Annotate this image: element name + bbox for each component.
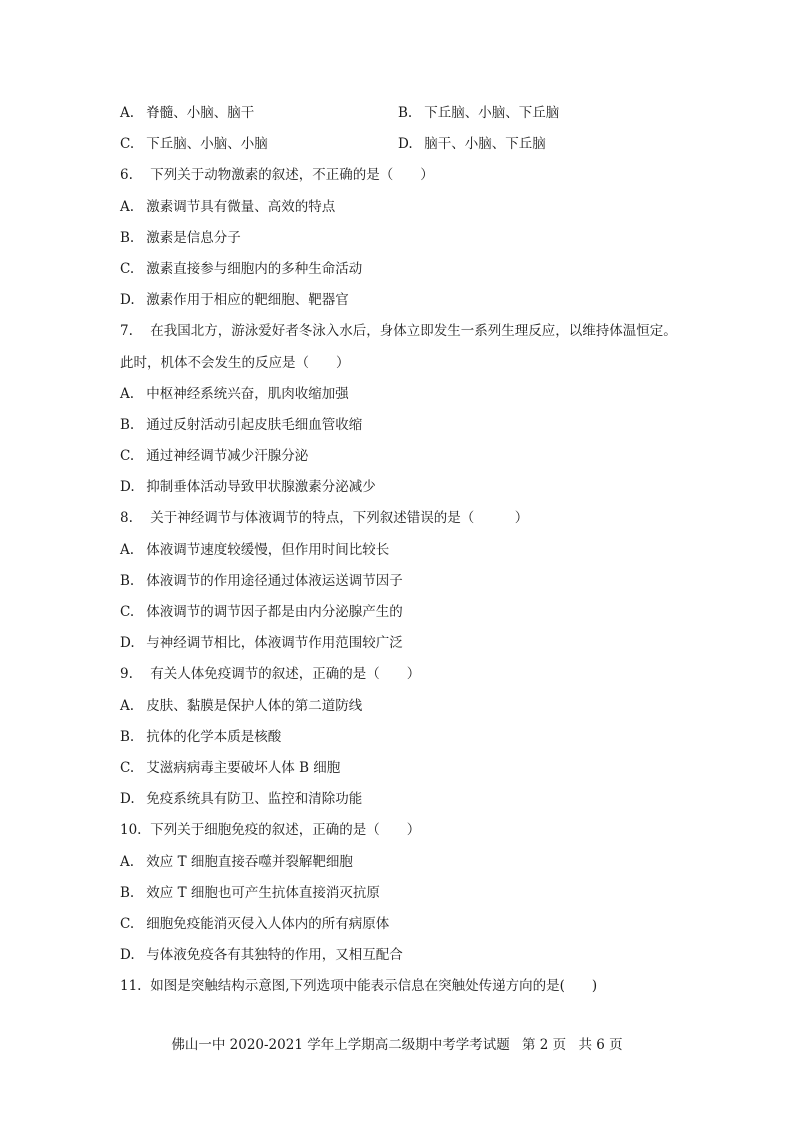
question-text: 在我国北方，游泳爱好者冬泳入水后，身体立即发生一系列生理反应，以维持体温恒定。 xyxy=(150,323,677,339)
question-6-stem xyxy=(120,166,434,184)
option-letter: A. xyxy=(120,854,135,870)
q6-option-a xyxy=(120,198,335,216)
q8-option-d xyxy=(120,634,403,652)
question-number: 11. xyxy=(120,978,142,994)
option-text: 激素是信息分子 xyxy=(146,230,241,246)
exam-title: 佛山一中 2020-2021 学年上学期高二级期中考学考试题 xyxy=(171,1037,510,1053)
option-letter: C. xyxy=(120,136,135,152)
question-text: 关于神经调节与体液调节的特点，下列叙述错误的是（ ） xyxy=(150,510,529,526)
option-letter: D. xyxy=(398,136,413,152)
question-text: 如图是突触结构示意图,下列选项中能表示信息在突触处传递方向的是( ) xyxy=(150,978,598,994)
q8-option-c xyxy=(120,603,403,621)
option-letter: B. xyxy=(120,230,135,246)
q7-option-c xyxy=(120,447,308,465)
q8-option-a xyxy=(120,541,389,559)
option-letter: D. xyxy=(120,479,135,495)
option-text: 抗体的化学本质是核酸 xyxy=(146,729,282,745)
option-text: 免疫系统具有防卫、监控和清除功能 xyxy=(146,791,363,807)
option-text: 激素调节具有微量、高效的特点 xyxy=(146,199,336,215)
question-10-stem xyxy=(120,821,420,839)
option-letter: A. xyxy=(120,105,135,121)
question-number: 9. xyxy=(120,666,133,682)
option-letter: B. xyxy=(398,105,413,121)
page-footer xyxy=(0,1033,794,1053)
option-text: 细胞免疫能消灭侵入人体内的所有病原体 xyxy=(146,916,390,932)
option-letter: D. xyxy=(120,292,135,308)
option-letter: A. xyxy=(120,199,135,215)
option-letter: A. xyxy=(120,542,135,558)
option-text: 效应 T 细胞也可产生抗体直接消灭抗原 xyxy=(146,885,380,901)
question-number: 8. xyxy=(120,510,133,526)
option-letter: C. xyxy=(120,760,135,776)
option-letter: B. xyxy=(120,573,135,589)
question-number: 6. xyxy=(120,167,133,183)
option-text: 脊髓、小脑、脑干 xyxy=(146,105,255,121)
option-letter: D. xyxy=(120,635,135,651)
option-text: 抑制垂体活动导致甲状腺激素分泌减少 xyxy=(146,479,376,495)
option-text: 艾滋病病毒主要破坏人体 B 细胞 xyxy=(146,760,341,776)
option-letter: A. xyxy=(120,698,135,714)
option-text: 与神经调节相比，体液调节作用范围较广泛 xyxy=(146,635,403,651)
question-text: 此时，机体不会发生的反应是（ ） xyxy=(120,355,350,371)
q6-option-d xyxy=(120,291,349,309)
option-text: 体液调节速度较缓慢，但作用时间比较长 xyxy=(146,542,390,558)
option-text: 与体液免疫各有其独特的作用，又相互配合 xyxy=(146,947,403,963)
question-number: 10. xyxy=(120,822,142,838)
q8-option-b xyxy=(120,572,403,590)
q7-option-b xyxy=(120,416,362,434)
q9-option-c xyxy=(120,759,340,777)
question-9-stem xyxy=(120,665,420,683)
q10-option-c xyxy=(120,915,389,933)
question-11-stem xyxy=(120,977,597,995)
q9-option-b xyxy=(120,728,281,746)
q10-option-b xyxy=(120,884,380,902)
question-text: 有关人体免疫调节的叙述，正确的是（ ） xyxy=(150,666,421,682)
q5-option-b xyxy=(398,104,559,122)
question-7-stem-cont xyxy=(120,354,350,372)
option-text: 激素直接参与细胞内的多种生命活动 xyxy=(146,261,363,277)
option-text: 激素作用于相应的靶细胞、靶器官 xyxy=(146,292,349,308)
option-letter: C. xyxy=(120,261,135,277)
option-text: 中枢神经系统兴奋，肌肉收缩加强 xyxy=(146,386,349,402)
total-pages: 共 6 页 xyxy=(578,1037,623,1053)
q10-option-a xyxy=(120,853,353,871)
option-text: 下丘脑、小脑、小脑 xyxy=(146,136,268,152)
q9-option-d xyxy=(120,790,362,808)
q6-option-c xyxy=(120,260,362,278)
option-letter: B. xyxy=(120,885,135,901)
option-text: 通过神经调节减少汗腺分泌 xyxy=(146,448,309,464)
question-number: 7. xyxy=(120,323,133,339)
option-letter: C. xyxy=(120,916,135,932)
q7-option-a xyxy=(120,385,349,403)
question-7-stem xyxy=(120,322,677,340)
option-text: 体液调节的调节因子都是由内分泌腺产生的 xyxy=(146,604,403,620)
option-letter: C. xyxy=(120,448,135,464)
option-text: 体液调节的作用途径通过体液运送调节因子 xyxy=(146,573,403,589)
option-text: 下丘脑、小脑、下丘脑 xyxy=(424,105,560,121)
option-text: 皮肤、黏膜是保护人体的第二道防线 xyxy=(146,698,363,714)
question-8-stem xyxy=(120,509,528,527)
option-letter: D. xyxy=(120,947,135,963)
option-letter: B. xyxy=(120,729,135,745)
question-text: 下列关于动物激素的叙述，不正确的是（ ） xyxy=(150,167,434,183)
q10-option-d xyxy=(120,946,403,964)
q5-option-a xyxy=(120,104,254,122)
q5-option-c xyxy=(120,135,268,153)
option-text: 效应 T 细胞直接吞噬并裂解靶细胞 xyxy=(146,854,353,870)
option-letter: B. xyxy=(120,417,135,433)
question-text: 下列关于细胞免疫的叙述，正确的是（ ） xyxy=(150,822,421,838)
option-text: 通过反射活动引起皮肤毛细血管收缩 xyxy=(146,417,363,433)
page-number: 第 2 页 xyxy=(522,1037,567,1053)
q9-option-a xyxy=(120,697,362,715)
q6-option-b xyxy=(120,229,241,247)
option-text: 脑干、小脑、下丘脑 xyxy=(424,136,546,152)
option-letter: A. xyxy=(120,386,135,402)
option-letter: D. xyxy=(120,791,135,807)
q7-option-d xyxy=(120,478,376,496)
q5-option-d xyxy=(398,135,546,153)
option-letter: C. xyxy=(120,604,135,620)
